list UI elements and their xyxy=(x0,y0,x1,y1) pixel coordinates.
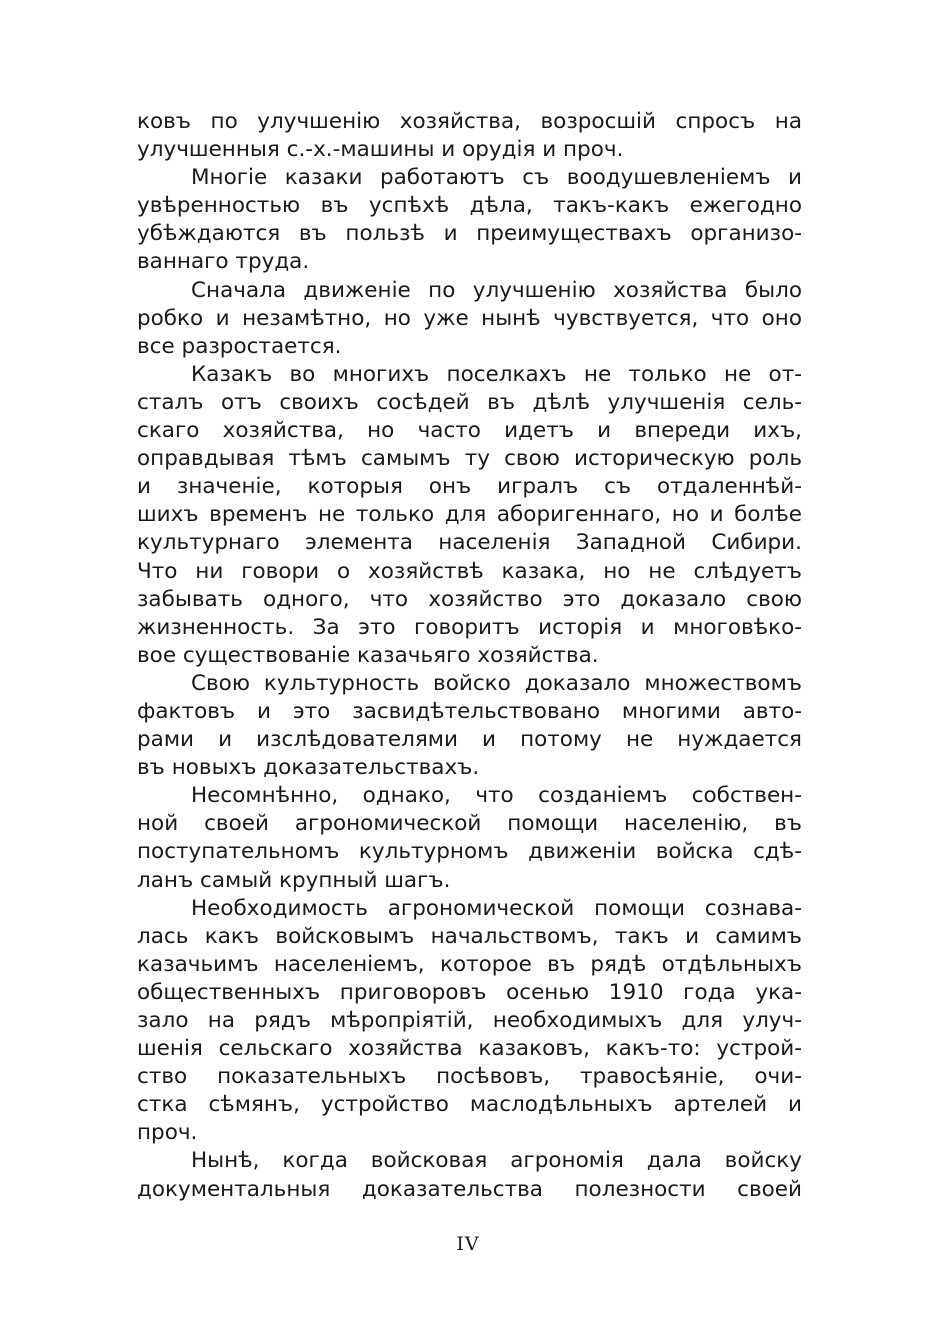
text-line: скаго хозяйства, но часто идетъ и впереди ихъ, xyxy=(137,418,802,444)
text-line: увѣренностью въ успѣхѣ дѣла, такъ-какъ ежегодно xyxy=(137,193,802,219)
text-line: Свою культурность войско доказало множествомъ xyxy=(191,670,802,696)
text-line: въ новыхъ доказательствахъ. xyxy=(137,755,480,781)
text-line: поступательномъ культурномъ движеніи войска сдѣ- xyxy=(137,839,802,865)
text-line: ство показательныхъ посѣвовъ, травосѣяніе, очи- xyxy=(137,1064,802,1090)
text-line: Несомнѣнно, однако, что созданіемъ собствен- xyxy=(191,783,802,809)
text-line: лась какъ войсковымъ начальствомъ, такъ и самимъ xyxy=(137,923,802,949)
text-line: ланъ самый крупный шагъ. xyxy=(137,867,451,893)
text-line: все разростается. xyxy=(137,333,342,359)
text-line: забывать одного, что хозяйство это доказало свою xyxy=(137,586,802,612)
text-line: зало на рядъ мѣропріятій, необходимыхъ для улуч- xyxy=(137,1008,802,1033)
page-number: IV xyxy=(456,1233,480,1255)
text-line: Казакъ во многихъ поселкахъ не только не от- xyxy=(191,361,802,387)
text-line: казачьимъ населеніемъ, которое въ рядѣ отдѣльныхъ xyxy=(137,951,802,977)
text-line: Нынѣ, когда войсковая агрономія дала войску xyxy=(191,1148,802,1174)
text-line: и значеніе, которыя онъ игралъ съ отдаленнѣй- xyxy=(137,474,802,500)
text-line: вое существованіе казачьяго хозяйства. xyxy=(137,642,599,668)
body-text xyxy=(137,108,802,1204)
text-line: культурнаго элемента населенія Западной Сибири. xyxy=(137,530,802,556)
text-line: шенія сельскаго хозяйства казаковъ, какъ-то: устрой- xyxy=(137,1036,802,1062)
text-line: проч. xyxy=(137,1120,198,1146)
text-line: стка сѣмянъ, устройство маслодѣльныхъ артелей и xyxy=(137,1092,802,1118)
text-line: жизненность. За это говоритъ исторія и многовѣко- xyxy=(137,614,802,640)
text-line: фактовъ и это засвидѣтельствовано многими авто- xyxy=(137,698,802,724)
text-line: ваннаго труда. xyxy=(137,249,310,275)
text-line: шихъ временъ не только для аборигеннаго, но и болѣе xyxy=(137,502,802,528)
text-line: улучшенныя с.-х.-машины и орудія и проч. xyxy=(137,137,624,163)
text-line: убѣждаются въ пользѣ и преимуществахъ организо- xyxy=(137,221,802,247)
text-line: Сначала движеніе по улучшенію хозяйства было xyxy=(191,277,802,303)
text-line: ной своей агрономической помощи населенію, въ xyxy=(137,811,802,837)
text-line: рами и изслѣдователями и потому не нуждается xyxy=(137,727,802,753)
text-line: документальныя доказательства полезности своей xyxy=(137,1176,802,1202)
text-line: оправдывая тѣмъ самымъ ту свою историческую роль xyxy=(137,446,802,472)
text-line: ковъ по улучшенію хозяйства, возросшій спросъ на xyxy=(137,109,802,134)
text-line: сталъ отъ своихъ сосѣдей въ дѣлѣ улучшенія сель- xyxy=(137,389,802,415)
text-line: Необходимость агрономической помощи сознава- xyxy=(191,895,802,921)
text-line: Многіе казаки работаютъ съ воодушевленіемъ и xyxy=(191,165,802,191)
text-line: общественныхъ приговоровъ осенью 1910 года ука- xyxy=(137,979,802,1005)
text-line: робко и незамѣтно, но уже нынѣ чувствуется, что оно xyxy=(137,305,802,331)
text-line: Что ни говори о хозяйствѣ казака, но не слѣдуетъ xyxy=(137,558,802,584)
